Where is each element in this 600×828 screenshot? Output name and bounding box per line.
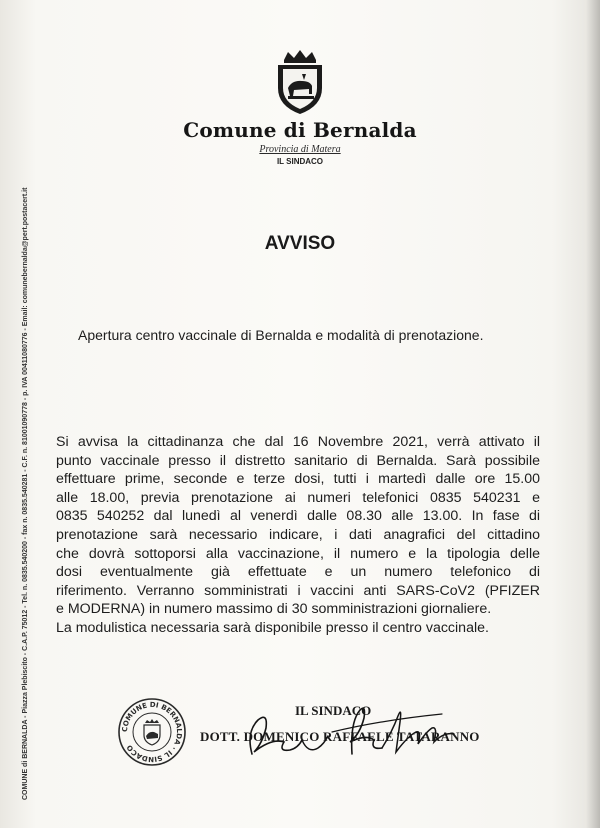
province-label: Provincia di Matera bbox=[259, 144, 341, 155]
office-label: IL SINDACO bbox=[276, 157, 324, 166]
notice-body bbox=[56, 433, 540, 638]
body-line: riferimento. Verranno somministrati i vaccini anti SARS-CoV2 (PFIZER bbox=[56, 582, 540, 599]
notice-title: AVVISO bbox=[264, 233, 336, 254]
body-line: alle 18.00, previa prenotazione ai numeri telefonici 0835 540231 e bbox=[56, 489, 540, 506]
signatory-title: IL SINDACO bbox=[295, 703, 372, 718]
handwritten-signature-icon bbox=[232, 692, 472, 772]
body-line: che dovrà sottoporsi alla vaccinazione, il numero e la tipologia delle bbox=[56, 545, 540, 562]
side-margin-contact-text: COMUNE di BERNALDA - Piazza Plebiscito - C.A.P. 75012 - Tel. n. 0835.540200 - fax n. 0835.540281 - C.F. n. 81001090778 - p. IVA 00411080776 - Email: comunebernalda@pert.postacert.it bbox=[22, 187, 29, 800]
body-line: Si avvisa la cittadinanza che dal 16 Novembre 2021, verrà attivato il bbox=[56, 434, 540, 450]
body-line: La modulistica necessaria sarà disponibile presso il centro vaccinale. bbox=[56, 619, 489, 636]
signatory-name: DOTT. DOMENICO RAFFAELE TATARANNO bbox=[200, 729, 480, 744]
official-stamp-icon bbox=[116, 696, 188, 768]
body-line: 0835 540252 dal lunedì al venerdì dalle 08.30 alle 13.00. In fase di bbox=[56, 508, 540, 525]
organization-name: Comune di Bernalda bbox=[183, 118, 417, 142]
municipal-crest-icon bbox=[272, 50, 328, 116]
body-line: e MODERNA) in numero massimo di 30 somministrazioni giornaliere. bbox=[56, 601, 492, 618]
svg-text:COMUNE DI BERNALDA · IL SINDAC: COMUNE DI BERNALDA · IL SINDACO bbox=[120, 700, 184, 764]
body-line: punto vaccinale presso il distretto sanitario di Bernalda. Sarà possibile bbox=[56, 452, 540, 469]
body-line: effettuare prime, seconde e terze dosi, tutti i martedì dalle ore 15.00 bbox=[56, 471, 540, 488]
notice-subject: Apertura centro vaccinale di Bernalda e modalità di prenotazione. bbox=[78, 327, 484, 343]
body-line: prenotazione sarà necessario indicare, i dati anagrafici del cittadino bbox=[56, 526, 540, 543]
body-line: dosi eventualmente già effettuate e un numero telefonico di bbox=[56, 564, 540, 581]
